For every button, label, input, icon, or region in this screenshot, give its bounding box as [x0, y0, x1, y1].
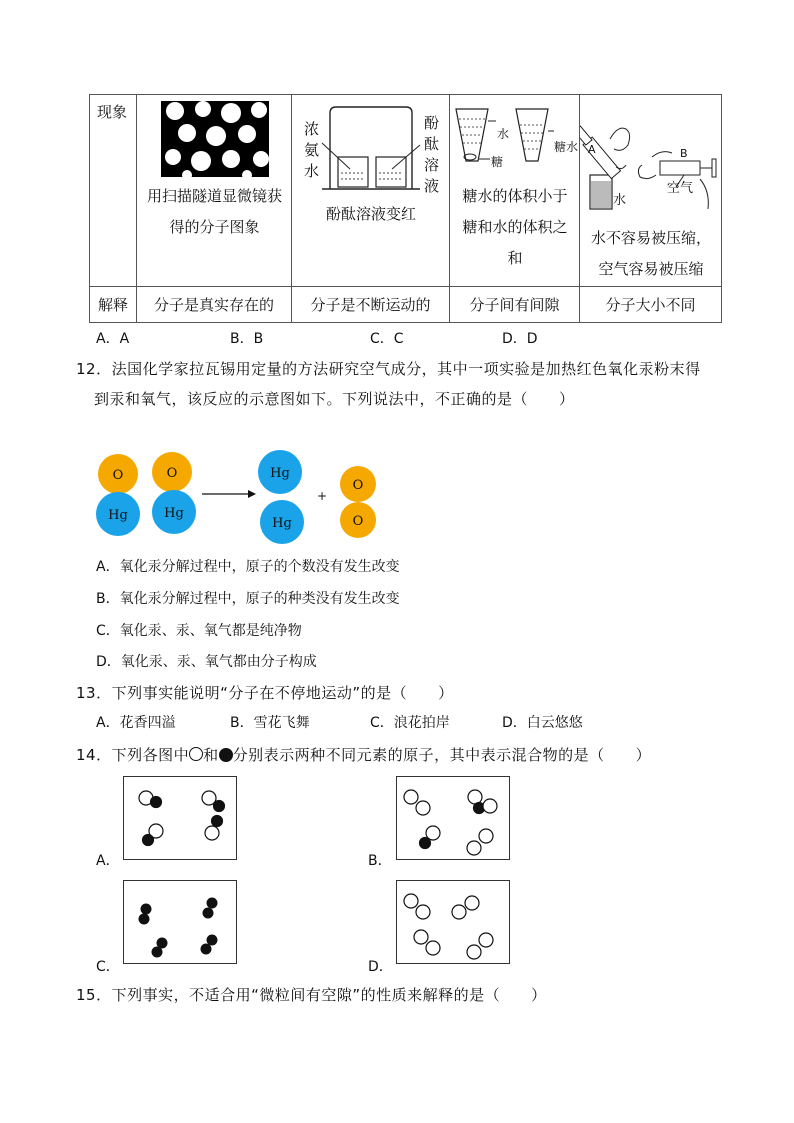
q11-option-a[interactable]: A．A: [96, 331, 130, 347]
cell-ammonia: [292, 95, 450, 287]
cell-stm: [137, 95, 292, 287]
q12-reaction-diagram: [90, 450, 400, 550]
q14-label-d[interactable]: D．: [368, 959, 393, 975]
q14-label-b[interactable]: B．: [368, 853, 392, 869]
q11-option-b[interactable]: B．B: [230, 331, 264, 347]
stm-caption: 用扫描隧道显微镜获得的分子图象: [146, 187, 282, 236]
ammonia-label: 浓氨水: [304, 120, 320, 180]
mercury-atom-label: Hg: [108, 508, 128, 523]
row-label-phenomenon: 现象: [90, 95, 137, 287]
cell-sugar: [450, 95, 580, 287]
explanation-a: 分子是真实存在的: [137, 287, 292, 323]
explanation-b: 分子是不断运动的: [292, 287, 450, 323]
oxygen-atom-label: O: [166, 466, 178, 481]
label-air: 空气: [667, 181, 694, 196]
filled-circle-icon: [219, 748, 233, 762]
plus-sign: +: [316, 489, 328, 503]
mercury-atom-label: Hg: [270, 466, 290, 481]
mercury-atom-label: Hg: [272, 516, 292, 531]
q15-stem: 15．下列事实，不适合用“微粒间有空隙”的性质来解释的是（ ）: [76, 986, 547, 1004]
q13-option-a[interactable]: A．花香四溢: [96, 715, 176, 731]
q11-option-c[interactable]: C．C: [370, 331, 404, 347]
syringe-compression-diagram: [580, 95, 722, 219]
q14-box-d[interactable]: [396, 880, 510, 964]
q13-option-b[interactable]: B．雪花飞舞: [230, 715, 310, 731]
label-sugar: 糖: [491, 155, 504, 169]
oxygen-atom-label: O: [112, 468, 124, 483]
q14-stem: 14．下列各图中 和 分别表示两种不同元素的原子，其中表示混合物的是（ ）: [76, 746, 652, 764]
q14-label-c[interactable]: C．: [96, 959, 120, 975]
q12-option-a[interactable]: A．氧化汞分解过程中，原子的个数没有发生改变: [96, 559, 400, 575]
q12-stem-line2: 到汞和氧气，该反应的示意图如下。下列说法中，不正确的是（ ）: [94, 390, 575, 408]
q14-box-a[interactable]: [123, 776, 237, 860]
syringe-caption: 水不容易被压缩，空气容易被压缩: [590, 229, 711, 278]
q13-option-d[interactable]: D．白云悠悠: [502, 715, 583, 731]
q14-label-a[interactable]: A．: [96, 853, 120, 869]
stm-image: [161, 101, 269, 177]
q12-option-c[interactable]: C．氧化汞、汞、氧气都是纯净物: [96, 623, 302, 639]
oxygen-atom-label: O: [352, 478, 364, 493]
row-label-explanation: 解释: [90, 287, 137, 323]
label-sugarwater: 糖水: [554, 140, 579, 154]
q13-option-c[interactable]: C．浪花拍岸: [370, 715, 450, 731]
open-circle-icon: [189, 747, 203, 761]
q12-option-d[interactable]: D．氧化汞、汞、氧气都由分子构成: [96, 654, 317, 670]
label-a: A: [588, 143, 596, 156]
q14-box-b[interactable]: [396, 776, 510, 860]
q11-table: [89, 94, 722, 323]
label-b: B: [680, 147, 688, 160]
label-water: 水: [497, 127, 510, 141]
q11-option-d[interactable]: D．D: [502, 331, 538, 347]
explanation-d: 分子大小不同: [580, 287, 722, 323]
sugar-beakers-diagram: [450, 95, 580, 175]
q13-stem: 13．下列事实能说明“分子在不停地运动”的是（ ）: [76, 684, 454, 702]
explanation-c: 分子间有间隙: [450, 287, 580, 323]
q14-box-c[interactable]: [123, 880, 237, 964]
q12-option-b[interactable]: B．氧化汞分解过程中，原子的种类没有发生改变: [96, 591, 400, 607]
mercury-atom-label: Hg: [164, 506, 184, 521]
oxygen-atom-label: O: [352, 514, 364, 529]
cell-syringe: [580, 95, 722, 287]
ammonia-caption: 酚酞溶液变红: [325, 205, 416, 223]
sugar-caption: 糖水的体积小于糖和水的体积之和: [462, 187, 568, 267]
label-water-b: 水: [613, 193, 627, 208]
phenolphthalein-label: 酚酞溶液: [424, 114, 440, 195]
q12-stem-line1: 12．法国化学家拉瓦锡用定量的方法研究空气成分，其中一项实验是加热红色氧化汞粉末得: [76, 360, 701, 378]
